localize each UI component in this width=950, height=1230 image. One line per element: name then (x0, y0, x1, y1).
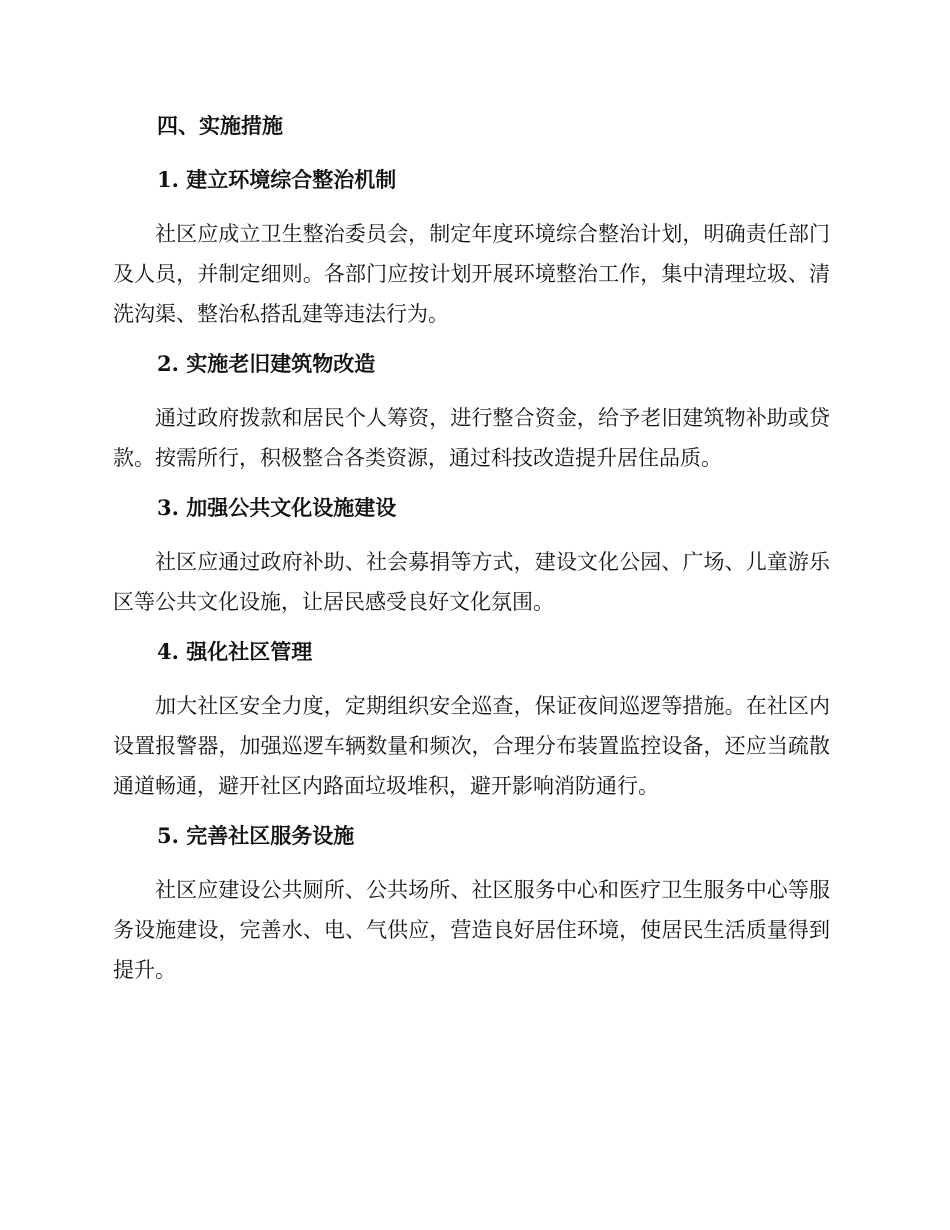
item-text-2: 通过政府拨款和居民个人筹资，进行整合资金，给予老旧建筑物补助或贷款。按需所行，积极整合各类资源，通过科技改造提升居住品质。 (113, 406, 830, 470)
item-text-5: 社区应建设公共厕所、公共场所、社区服务中心和医疗卫生服务中心等服务设施建设，完善水、电、气供应，营造良好居住环境，使居民生活质量得到提升。 (113, 878, 830, 982)
item-text-3: 社区应通过政府补助、社会募捐等方式，建设文化公园、广场、儿童游乐区等公共文化设施，让居民感受良好文化氛围。 (113, 550, 830, 614)
item-heading-3: 3. 加强公共文化设施建设 (157, 495, 397, 520)
item-text-4: 加大社区安全力度，定期组织安全巡查，保证夜间巡逻等措施。在社区内设置报警器，加强巡逻车辆数量和频次，合理分布装置监控设备，还应当疏散通道畅通，避开社区内路面垃圾堆积，避开影响消防通行。 (113, 694, 830, 798)
section-title: 四、实施措施 (157, 113, 283, 138)
item-heading-1: 1. 建立环境综合整治机制 (157, 167, 397, 192)
item-heading-5: 5. 完善社区服务设施 (157, 823, 355, 848)
item-text-1: 社区应成立卫生整治委员会，制定年度环境综合整治计划，明确责任部门及人员，并制定细则。各部门应按计划开展环境整治工作，集中清理垃圾、清洗沟渠、整治私搭乱建等违法行为。 (113, 222, 830, 326)
item-heading-4: 4. 强化社区管理 (157, 639, 313, 664)
item-heading-2: 2. 实施老旧建筑物改造 (157, 351, 376, 376)
